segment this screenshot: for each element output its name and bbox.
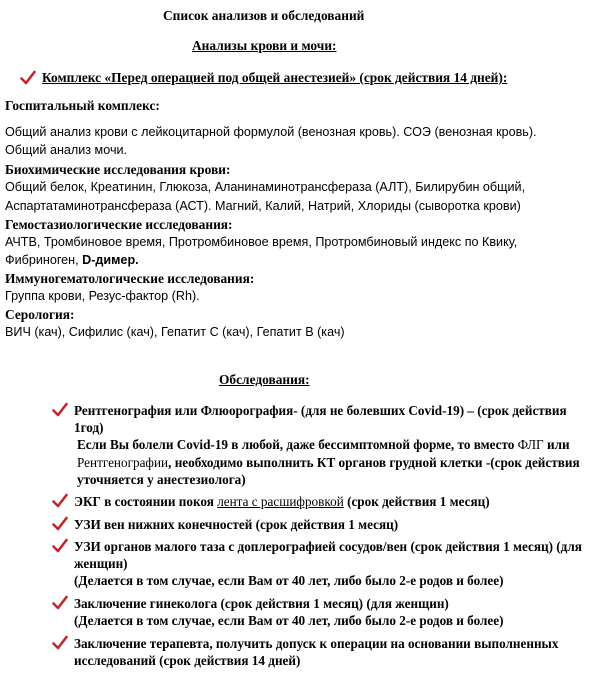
hospital-line-2: Общий анализ мочи.	[5, 143, 128, 157]
hemostasis-heading: Гемостазиологические исследования:	[5, 217, 233, 232]
section-heading-blood-urine: Анализы крови и мочи:	[192, 38, 337, 53]
exam-item-gynecologist	[74, 595, 584, 629]
flg-text: ФЛГ	[517, 437, 544, 453]
immuno-line-1: Группа крови, Резус-фактор (Rh).	[5, 289, 200, 303]
document-title: Список анализов и обследований	[163, 8, 365, 23]
d-dimer-text: D-димер.	[82, 253, 139, 267]
gyn-text: Заключение гинеколога (срок действия 1 месяц) (для женщин)	[74, 596, 449, 611]
ecg-validity-text: (срок действия 1 месяц)	[343, 494, 490, 509]
checkmark-icon	[52, 538, 68, 554]
xray-or-text: или	[543, 437, 570, 453]
exam-item-usd-veins: УЗИ вен нижних конечностей (срок действия 1 месяц)	[74, 517, 399, 532]
xray-note-text: Если Вы болели Covid-19 в любой, даже бессимптомной форме, то вместо	[77, 437, 518, 453]
exam-item-ecg	[74, 493, 584, 510]
usd-pelvis-text: УЗИ органов малого таза с доплерографией сосудов/вен (срок действия 1 месяц) (для женщин)	[74, 539, 582, 572]
hemostasis-line-2	[5, 253, 139, 267]
checkmark-icon	[52, 635, 68, 651]
fibrinogen-text: Фибриноген,	[5, 253, 83, 267]
hospital-line-1: Общий анализ крови с лейкоцитарной формулой (венозная кровь). СОЭ (венозная кровь).	[5, 125, 537, 139]
checkmark-icon	[52, 402, 68, 418]
exam-item-therapist: Заключение терапевта, получить допуск к операции на основании выполненных исследований (срок действия 14 дней)	[74, 636, 559, 669]
checkmark-icon	[52, 595, 68, 611]
checkmark-icon	[52, 516, 68, 532]
section-heading-exams: Обследования:	[219, 372, 310, 387]
xray-rg-text: Рентгенографии	[77, 454, 169, 470]
usd-pelvis-note: (Делается в том случае, если Вам от 40 лет, либо было 2-е родов и более)	[74, 573, 504, 589]
serology-line-1: ВИЧ (кач), Сифилис (кач), Гепатит С (кач), Гепатит В (кач)	[5, 325, 345, 339]
exam-item-usd-pelvis	[74, 538, 584, 590]
immuno-heading: Иммуногематологические исследования:	[5, 271, 255, 286]
xray-covid-note	[74, 436, 584, 488]
exam-item-xray	[74, 402, 584, 488]
xray-ct-text: , необходимо выполнить КТ органов грудной клетки -(срок действия уточняется у анестезиолога)	[77, 454, 580, 487]
checkmark-icon	[20, 70, 36, 86]
gyn-note: (Делается в том случае, если Вам от 40 лет, либо было 2-е родов и более)	[74, 613, 504, 629]
xray-text: Рентгенография или Флюорография- (для не болевших Covid-19) – (срок действия 1год)	[74, 403, 567, 436]
serology-heading: Серология:	[5, 307, 75, 322]
biochem-heading: Биохимические исследования крови:	[5, 162, 231, 177]
ecg-text: ЭКГ в состоянии покоя	[74, 494, 218, 509]
complex-heading: Комплекс «Перед операцией под общей анестезией» (срок действия 14 дней):	[42, 70, 508, 85]
hospital-complex-heading: Госпитальный комплекс:	[5, 98, 160, 113]
hemostasis-line-1: АЧТВ, Тромбиновое время, Протромбиновое время, Протромбиновый индекс по Квику,	[5, 235, 518, 249]
checkmark-icon	[52, 493, 68, 509]
biochem-line-1: Общий белок, Креатинин, Глюкоза, Аланинаминотрансфераза (АЛТ), Билирубин общий,	[5, 180, 526, 194]
biochem-line-2: Аспартатаминотрансфераза (АСТ). Магний, Калий, Натрий, Хлориды (сыворотка крови)	[5, 199, 521, 213]
ecg-tape-text: лента с расшифровкой	[217, 494, 344, 509]
